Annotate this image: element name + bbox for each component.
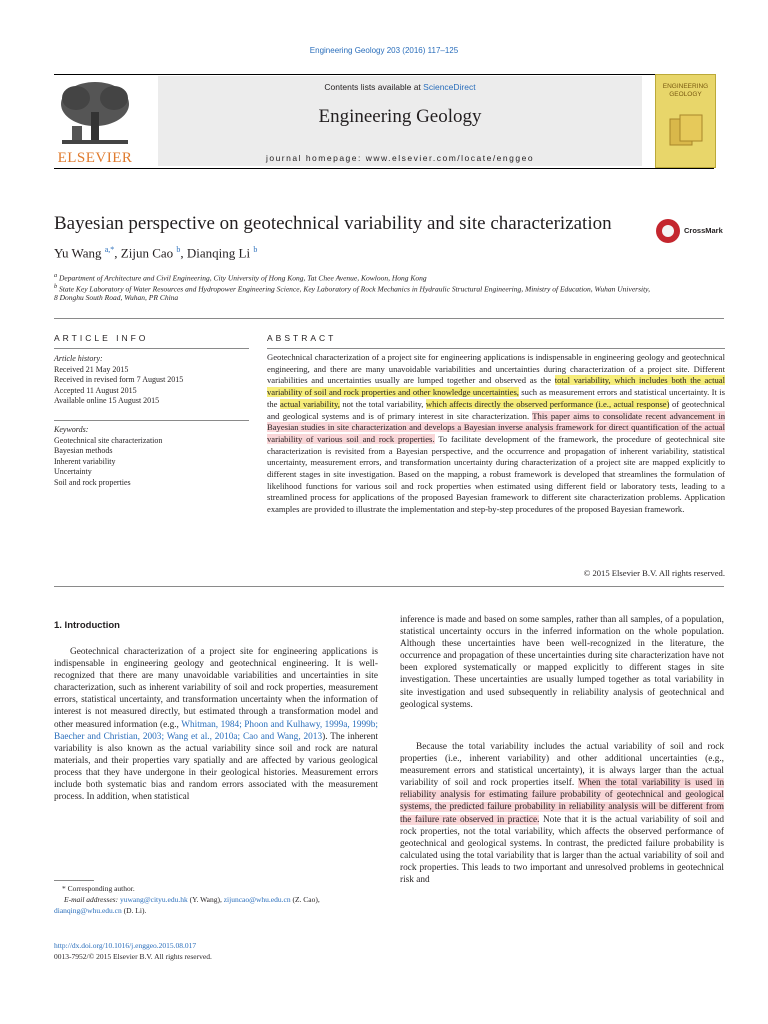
email-label: E-mail addresses: [64, 895, 120, 904]
abstract-text: To facilitate development of the framework, the procedure of geotechnical site characterization is revisited from a Bayesian perspective, and the occurrence and propagation of inherent variability, statistical uncertainty, measurement errors, and transformation uncertainty during characterization of a project site are mapped explicitly to different stages in site investigation. Based on the mapping, a robust framework is developed that streamlines the formulation of likelihood functions for various soil and rock properties when estimated using different field or laboratory tests, leading to a streamlined process for applications of the proposed Bayesian framework to different site characterization problems. Application examples are provided to illustrate the implementation and step-by-step procedures of the proposed Bayesian framework. [267, 433, 725, 515]
keyword-item: Uncertainty [54, 467, 92, 476]
journal-title: Engineering Geology [318, 106, 482, 127]
header-bottom-rule [54, 168, 714, 169]
divider [54, 420, 249, 421]
abstract-heading: ABSTRACT [267, 333, 337, 343]
affil-text: State Key Laboratory of Water Resources and Hydropower Engineering Science, Key Laboratory of Rock Mechanics in Hydraulic Structural Engineering, Ministry of Education, Wuhan University, [59, 284, 650, 294]
sciencedirect-link[interactable]: ScienceDirect [423, 82, 476, 92]
article-title: Bayesian perspective on geotechnical variability and site characterization [54, 213, 612, 234]
header-top-rule [54, 74, 714, 75]
author-affil-sup[interactable]: b [253, 245, 258, 254]
affiliation-b-cont: 8 Donghu South Road, Wuhan, PR China [54, 293, 179, 302]
article-info-heading: ARTICLE INFO [54, 333, 149, 343]
email-owner: (Z. Cao), [290, 895, 320, 904]
footnote-rule [54, 880, 94, 881]
highlight-yellow: actual variability, [279, 398, 340, 409]
divider [54, 318, 724, 319]
abstract-copyright: © 2015 Elsevier B.V. All rights reserved. [583, 568, 725, 578]
author-name: Yu Wang [54, 245, 102, 261]
contents-prefix: Contents lists available at [324, 82, 424, 92]
body-text: Note that it is the actual variability of soil and rock properties, not the total variability, which affects the observed performance of geotechnical and geological systems. In contrast, the predicted failure probability is calculated using the total variability that is larger than the actual variability of soil and rock properties. This leads to two important and unresolved problems in geotechnical risk and [400, 814, 725, 886]
intro-left-column [54, 646, 378, 803]
author-name: Dianqing Li [186, 245, 251, 261]
history-item: Accepted 11 August 2015 [54, 385, 137, 395]
email-link[interactable]: zijuncao@whu.edu.cn [223, 895, 291, 904]
journal-reference[interactable]: Engineering Geology 203 (2016) 117–125 [309, 46, 459, 55]
divider [54, 586, 724, 587]
keyword-item: Geotechnical site characterization [54, 435, 163, 445]
body-text: Because the total variability includes the actual variability of soil and rock properties (i.e., inherent variability) and other additional uncertainties (e.g., measurement errors and statistical uncertainty), it is always larger than the actual variability of soil and rock properties itself. [400, 742, 724, 789]
citation-link[interactable]: Whitman, 1984; Phoon and Kulhawy, 1999a, 1999b; Baecher and Christian, 2003; Wang et al., 2010a; Cao and Wang, 2013 [54, 719, 379, 742]
history-item: Available online 15 August 2015 [54, 396, 160, 405]
abstract-text: not the total variability, [339, 398, 426, 409]
body-text: Geotechnical characterization of a project site for engineering applications is indispensable in engineering geology and geotechnical engineering. It is well-recognized that there are many unavoidable variabilities and uncertainties in site characterization, such as inherent variability of soil and rock properties, measurement errors, statistical uncertainty, and transformation uncertainty when the information of interest is not measured directly, but estimated through a transformation model and other measured information (e.g., [54, 647, 378, 730]
email-owner: (Y. Wang), [187, 895, 224, 904]
footnote-cont [54, 905, 374, 916]
intro-right-column-p1: inference is made and based on some samples, rather than all samples, of a population, statistical uncertainty occurs in the inferred information on the whole population. Although these uncertainties have been well-recognized in the literature, the occurrence and propagation of these uncertainties during site characterization have not been explored systematically or mapped explicitly to different stages in site investigation. These uncertainties are usually lumped together as total variability in site investigation and used subsequently in reliability analysis of geotechnical and geological systems. [400, 615, 724, 710]
highlight-red: This paper aims to consolidate recent advancement in Bayesian studies in site characterization and develops a Bayesian inverse analysis framework for direct quantification of the actual variability of various soil and rock properties. [267, 410, 725, 444]
email-link[interactable]: yuwang@cityu.edu.hk [119, 895, 188, 904]
email-owner: (D. Li). [121, 906, 147, 915]
author-affil-sup[interactable]: a,* [104, 245, 115, 254]
author-name: Zijun Cao [120, 245, 174, 261]
email-line [62, 894, 382, 905]
article-history [54, 354, 254, 407]
elsevier-wordmark: ELSEVIER [57, 150, 133, 166]
issn-line: 0013-7952/© 2015 Elsevier B.V. All rights reserved. [54, 952, 212, 961]
crossmark-label[interactable]: CrossMark [684, 226, 723, 235]
cover-title: ENGINEERING GEOLOGY [662, 83, 709, 98]
abstract-text: Geotechnical characterization of a project site for engineering applications is indispensable in engineering geology and geotechnical engineering, and there are many unavoidable variabilities and uncertainties during characterization of a project site. Different variabilities and uncertainties usually are lumped together and observed as the [267, 352, 725, 386]
keywords [54, 425, 254, 488]
history-label: Article history: [54, 354, 103, 363]
affil-sup: a [54, 272, 58, 279]
keywords-label: Keywords: [54, 425, 89, 434]
author-affil-sup[interactable]: b [176, 245, 181, 254]
crossmark-inner [662, 225, 674, 237]
highlight-yellow: total variability, which includes both the actual variability of soil and rock properties and other knowledge uncertainties, [267, 375, 725, 398]
journal-homepage[interactable]: journal homepage: www.elsevier.com/locate/enggeo [265, 153, 535, 163]
highlight-yellow: which affects directly the observed performance (i.e., actual response) [425, 398, 670, 409]
body-text: ). The inherent variability is also known as the actual variability since soil and rock are natural materials, and their properties vary spatially and are affected by various geological process that they have undergone in their geological histories. Measurement errors include both systematic bias and random errors associated with the measurement process. In addition, when statistical [54, 731, 378, 803]
keyword-item: Soil and rock properties [54, 477, 131, 487]
divider [267, 348, 725, 349]
cover-graphic [666, 111, 706, 151]
abstract-body [267, 352, 725, 516]
doi-url[interactable]: http://dx.doi.org/10.1016/j.enggeo.2015.08.017 [54, 941, 197, 950]
affil-text: Department of Architecture and Civil Engineering, City University of Hong Kong, Tat Chee Avenue, Kowloon, Hong Kong [59, 273, 427, 283]
affil-sup: b [54, 283, 58, 290]
abstract-text: such as measurement errors and statistical uncertainty. It is the [267, 387, 725, 409]
keyword-item: Inherent variability [54, 456, 116, 466]
history-item: Received 21 May 2015 [54, 364, 129, 374]
keyword-item: Bayesian methods [54, 446, 113, 455]
highlight-red: When the total variability is used in reliability analysis for estimating failure probability of geotechnical and geological systems, the predicted failure probability in reliability analysis will be different from the failure rate observed in practice. [400, 778, 724, 825]
contents-line [158, 82, 642, 92]
abstract-text: of geotechnical and geological systems and is of primary interest in site characterization. [267, 398, 725, 421]
corresponding-author: * Corresponding author. [62, 884, 135, 893]
divider [54, 348, 249, 349]
footnote [62, 883, 382, 905]
email-link[interactable]: dianqing@whu.edu.cn [54, 906, 122, 915]
doi-link[interactable] [54, 940, 196, 951]
section-heading: 1. Introduction [54, 620, 120, 631]
journal-cover-image[interactable] [655, 74, 716, 168]
crossmark-icon[interactable] [656, 219, 680, 243]
author-list: Yu Wang $^{a,*}$, Zijun Cao $^b$, Dianqing Li $^b$ [54, 245, 258, 261]
history-item: Received in revised form 7 August 2015 [54, 375, 184, 384]
intro-right-column-p2 [400, 741, 724, 886]
